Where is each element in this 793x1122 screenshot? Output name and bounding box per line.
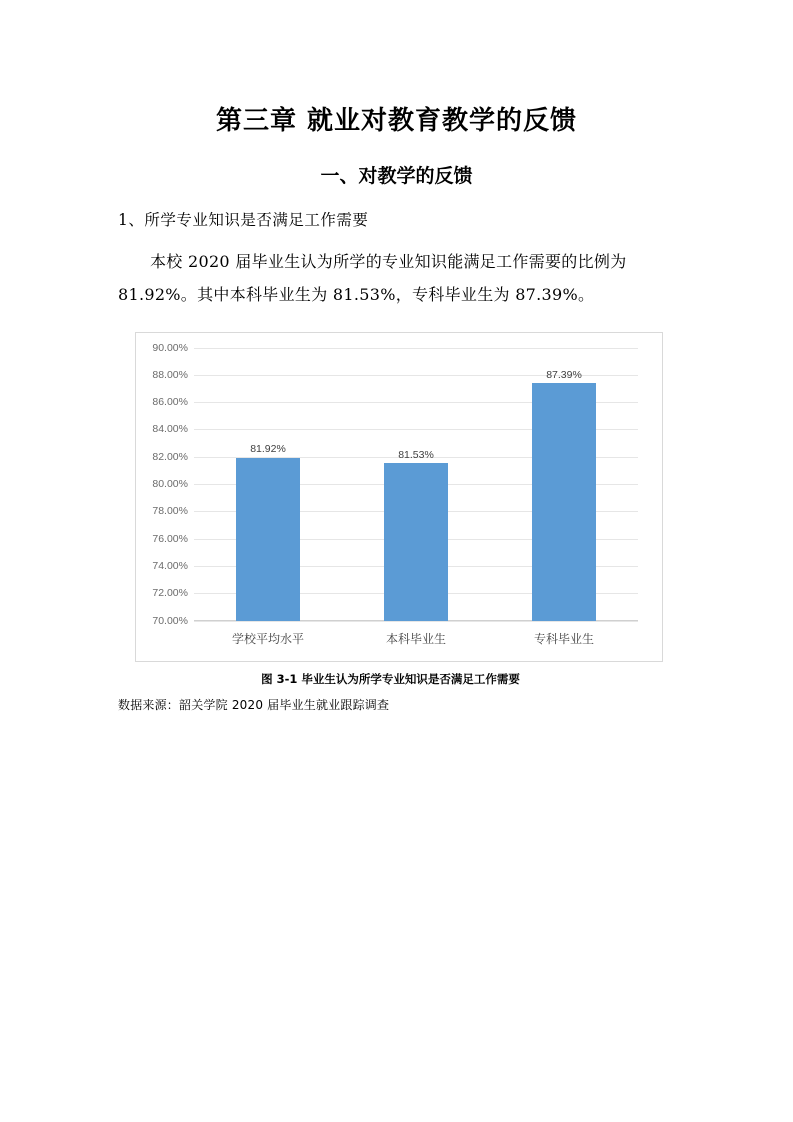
y-axis-tick: 82.00% — [152, 450, 188, 463]
y-axis-tick: 72.00% — [152, 587, 188, 600]
bar-value-label: 87.39% — [546, 368, 582, 381]
subsection-heading: 1、所学专业知识是否满足工作需要 — [118, 211, 369, 229]
bar-chart — [135, 332, 663, 662]
x-axis-labels — [194, 630, 638, 647]
y-axis-tick: 86.00% — [152, 396, 188, 409]
y-axis-tick: 70.00% — [152, 614, 188, 627]
y-axis-tick: 74.00% — [152, 559, 188, 572]
x-axis-tick: 本科毕业生 — [385, 631, 446, 646]
y-axis-tick: 84.00% — [152, 423, 188, 436]
page-title: 第三章 就业对教育教学的反馈 — [215, 106, 578, 136]
bar-slot — [342, 348, 490, 621]
bar — [532, 383, 596, 620]
bar — [236, 458, 300, 621]
figure-caption: 图 3-1 毕业生认为所学专业知识是否满足工作需要 — [261, 671, 520, 686]
section-heading: 一、对教学的反馈 — [320, 165, 473, 187]
x-axis-tick: 专科毕业生 — [533, 631, 594, 646]
bar-value-label: 81.53% — [398, 448, 434, 461]
data-source-note: 数据来源：韶关学院 2020 届毕业生就业跟踪调查 — [118, 697, 390, 712]
bar-value-label: 81.92% — [250, 443, 286, 456]
y-axis-tick: 90.00% — [152, 341, 188, 354]
y-axis-tick: 88.00% — [152, 368, 188, 381]
y-axis-tick: 80.00% — [152, 478, 188, 491]
bar-series — [194, 348, 638, 621]
y-axis-tick: 78.00% — [152, 505, 188, 518]
chart-plot-area — [152, 341, 638, 627]
y-axis-tick: 76.00% — [152, 532, 188, 545]
body-paragraph: 本校 2020 届毕业生认为所学的专业知识能满足工作需要的比例为 81.92%。其中本科毕业生为 81.53%，专科毕业生为 87.39%。 — [118, 252, 627, 304]
bar-slot — [194, 348, 342, 621]
bar-slot — [490, 348, 638, 621]
bar — [384, 463, 448, 620]
x-axis-tick: 学校平均水平 — [231, 631, 304, 646]
